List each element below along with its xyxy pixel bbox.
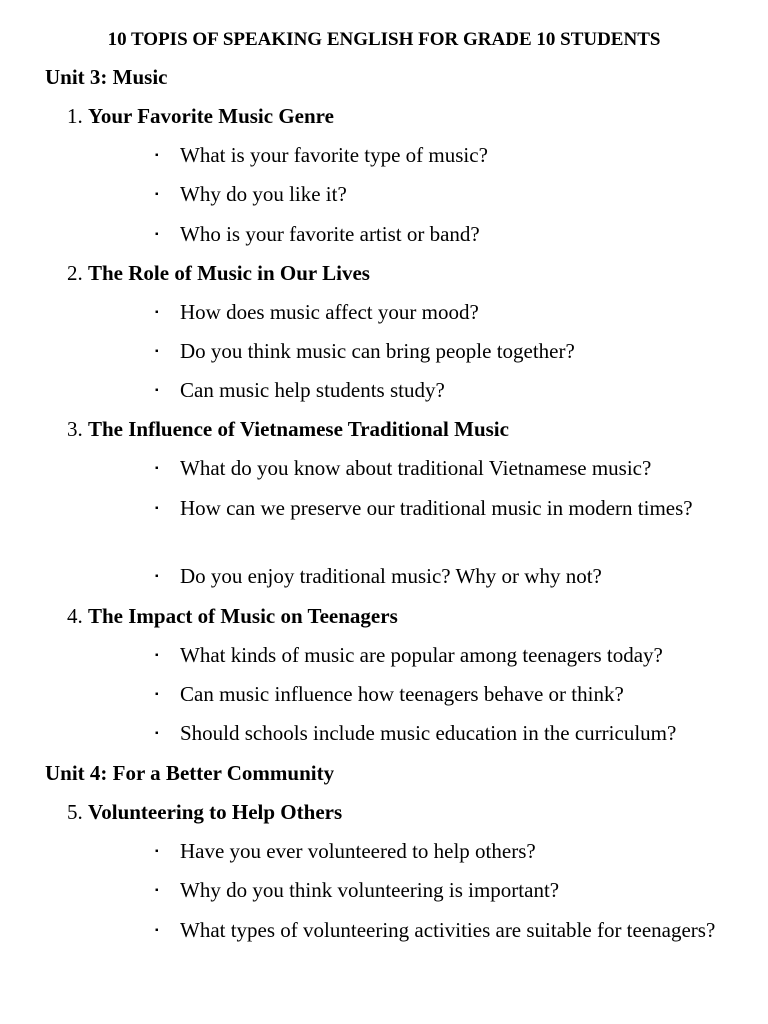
topic-heading (67, 103, 334, 129)
topic-title: The Impact of Music on Teenagers (88, 604, 398, 628)
bullet-icon: ▪ (155, 689, 159, 700)
question-item (155, 916, 728, 945)
bullet-icon: ▪ (155, 229, 159, 240)
bullet-icon: ▪ (155, 650, 159, 661)
topic-title: The Role of Music in Our Lives (88, 261, 370, 285)
question-text: Do you think music can bring people together? (180, 339, 575, 363)
bullet-icon: ▪ (155, 189, 159, 200)
bullet-icon: ▪ (155, 307, 159, 318)
question-text: What is your favorite type of music? (180, 143, 488, 167)
question-text: Do you enjoy traditional music? Why or why not? (180, 564, 602, 588)
question-item (155, 141, 728, 170)
topic-title: The Influence of Vietnamese Traditional Music (88, 417, 509, 441)
question-text: How can we preserve our traditional music in modern times? (180, 496, 693, 520)
unit-heading: Unit 4: For a Better Community (45, 761, 335, 785)
question-item (155, 719, 728, 748)
bullet-icon: ▪ (155, 463, 159, 474)
document-title: 10 TOPIS OF SPEAKING ENGLISH FOR GRADE 10 STUDENTS (107, 29, 661, 50)
question-text: Can music influence how teenagers behave or think? (180, 682, 624, 706)
question-item (155, 494, 728, 523)
unit-heading: Unit 3: Music (45, 65, 168, 89)
question-text: Why do you think volunteering is important? (180, 878, 560, 902)
question-text: What kinds of music are popular among teenagers today? (180, 643, 663, 667)
question-item (155, 180, 728, 209)
question-item (155, 337, 728, 366)
question-text: What do you know about traditional Vietnamese music? (180, 456, 652, 480)
question-item (155, 454, 728, 483)
question-text: Have you ever volunteered to help others? (180, 839, 536, 863)
topic-title: Volunteering to Help Others (88, 800, 343, 824)
bullet-icon: ▪ (155, 150, 159, 161)
question-text: How does music affect your mood? (180, 300, 479, 324)
bullet-icon: ▪ (155, 885, 159, 896)
topic-heading (67, 416, 509, 442)
topic-heading (67, 799, 342, 825)
bullet-icon: ▪ (155, 925, 159, 936)
topic-title: Your Favorite Music Genre (88, 104, 334, 128)
bullet-icon: ▪ (155, 385, 159, 396)
question-item (155, 641, 728, 670)
question-item (155, 837, 728, 866)
bullet-icon: ▪ (155, 346, 159, 357)
bullet-icon: ▪ (155, 846, 159, 857)
topic-number: 5. (67, 800, 83, 824)
question-text: Why do you like it? (180, 182, 347, 206)
question-item (155, 298, 728, 327)
question-text: Who is your favorite artist or band? (180, 222, 480, 246)
bullet-icon: ▪ (155, 503, 159, 514)
question-item (155, 220, 728, 249)
question-item (155, 376, 728, 405)
topic-heading (67, 260, 370, 286)
bullet-icon: ▪ (155, 571, 159, 582)
topic-number: 3. (67, 417, 83, 441)
topic-heading (67, 603, 398, 629)
topic-number: 1. (67, 104, 83, 128)
question-text: Can music help students study? (180, 378, 445, 402)
question-item (155, 876, 728, 905)
bullet-icon: ▪ (155, 728, 159, 739)
topic-number: 2. (67, 261, 83, 285)
topic-number: 4. (67, 604, 83, 628)
question-item (155, 680, 728, 709)
question-text: Should schools include music education in the curriculum? (180, 721, 677, 745)
question-item (155, 562, 728, 591)
question-text: What types of volunteering activities are suitable for teenagers? (180, 918, 716, 942)
